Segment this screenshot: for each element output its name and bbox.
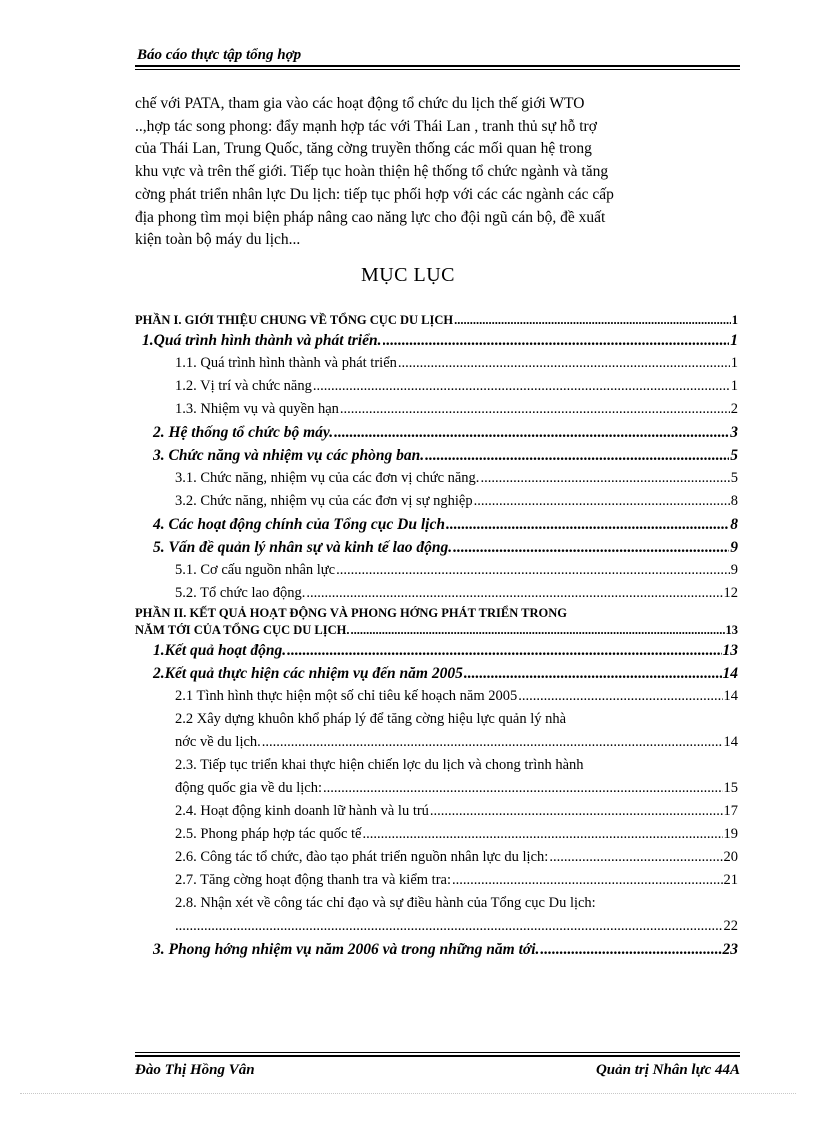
- header-rule-thick: [135, 65, 740, 67]
- intro-line: của Thái Lan, Trung Quốc, tăng cờng truyền thống các mối quan hệ trong: [135, 140, 592, 158]
- intro-line: kiện toàn bộ máy du lịch...: [135, 231, 301, 249]
- toc-entry-page: 21: [723, 872, 738, 888]
- toc-entry-text: 3.1. Chức năng, nhiệm vụ của các đơn vị chức năng.: [175, 470, 480, 486]
- toc-entry-text: 5. Vấn đề quản lý nhân sự và kinh tế lao động.: [153, 539, 453, 556]
- toc-entry-text: 2.1 Tình hình thực hiện một số chỉ tiêu kế hoạch năm 2005: [175, 688, 518, 704]
- toc-entry-page: 1: [730, 378, 738, 394]
- toc-entry-text: 2.7. Tăng cờng hoạt động thanh tra và kiểm tra:: [175, 872, 451, 888]
- toc-entry-text: 1.Kết quả hoạt động.: [153, 642, 287, 659]
- toc-entry-text: 2.2 Xây dựng khuôn khổ pháp lý để tăng cờng hiệu lực quản lý nhà: [175, 711, 567, 727]
- footer-rule-thick: [135, 1055, 740, 1057]
- toc-entry-text: 1.1. Quá trình hình thành và phát triển: [175, 355, 397, 371]
- toc-entry[interactable]: [135, 846, 738, 869]
- toc-entry[interactable]: [135, 559, 738, 582]
- toc-entry[interactable]: [135, 800, 738, 823]
- toc-entry-text: 1.2. Vị trí và chức năng: [175, 378, 312, 394]
- toc-entry-text: 5.1. Cơ cấu nguồn nhân lực: [175, 562, 336, 578]
- toc-entry[interactable]: [135, 312, 738, 329]
- toc-title: MỤC LỤC: [360, 264, 456, 286]
- toc-entry-text: 2.4. Hoạt động kinh doanh lữ hành và lu trú: [175, 803, 429, 819]
- toc-entry[interactable]: [135, 329, 738, 352]
- toc-entry[interactable]: [135, 938, 738, 961]
- toc-entry[interactable]: [135, 398, 738, 421]
- toc-entry-text: 1.3. Nhiệm vụ và quyền hạn: [175, 401, 339, 417]
- toc-entry-page: 14: [723, 734, 738, 750]
- toc-entry-text: 4. Các hoạt động chính của Tổng cục Du lịch: [153, 516, 445, 533]
- toc-entry-text: 2.3. Tiếp tục triển khai thực hiện chiến lợc du lịch và chong trình hành: [175, 757, 584, 773]
- toc-entry[interactable]: [135, 582, 738, 605]
- header-title: Báo cáo thực tập tổng hợp: [137, 47, 302, 63]
- intro-paragraph: [135, 93, 738, 252]
- toc-entry-page: 5: [730, 447, 738, 464]
- toc-entry-text: 5.2. Tổ chức lao động.: [175, 585, 306, 601]
- toc-entry[interactable]: [135, 352, 738, 375]
- toc-entry[interactable]: [135, 467, 738, 490]
- toc-entry[interactable]: [135, 639, 738, 662]
- toc-entry-page: 13: [725, 623, 738, 637]
- toc-entry[interactable]: [135, 708, 738, 754]
- toc-entry-page: 8: [730, 516, 738, 533]
- toc-entry-page: 19: [723, 826, 738, 842]
- toc-entry-page: 13: [722, 642, 738, 659]
- page-header: [135, 46, 740, 70]
- toc-entry-text: 1.Quá trình hình thành và phát triển.: [142, 332, 382, 349]
- toc-entry-page: 2: [730, 401, 738, 417]
- toc-entry[interactable]: [135, 869, 738, 892]
- toc-entry[interactable]: [135, 662, 738, 685]
- intro-line: ..,hợp tác song phong: đẩy mạnh hợp tác với Thái Lan , tranh thủ sự hỗ trợ: [135, 117, 597, 135]
- toc-entry-page: 1: [730, 355, 738, 371]
- footer-rule-thin: [135, 1052, 740, 1053]
- toc-entry[interactable]: [135, 536, 738, 559]
- toc-entry-page: 1: [731, 313, 738, 327]
- header-rule-thin: [135, 69, 740, 70]
- toc-entry-page: 22: [723, 918, 738, 934]
- toc-entry-page: 14: [722, 665, 738, 682]
- table-of-contents: [135, 312, 738, 961]
- intro-line: chế với PATA, tham gia vào các hoạt động tổ chức du lịch thế giới WTO: [135, 95, 585, 112]
- toc-entry-page: 15: [723, 780, 738, 796]
- intro-line: khu vực và trên thế giới. Tiếp tục hoàn thiện hệ thống tổ chức ngành và tăng: [135, 163, 609, 181]
- toc-entry-page: 1: [730, 332, 738, 349]
- intro-line: cờng phát triển nhân lực Du lịch: tiếp tục phối hợp với các các ngành các cấp: [135, 185, 614, 203]
- toc-entry[interactable]: [135, 375, 738, 398]
- footer-author: Đào Thị Hồng Vân: [135, 1062, 255, 1078]
- toc-entry-page: 12: [723, 585, 738, 601]
- page-footer: [135, 1052, 740, 1079]
- toc-entry-page: 23: [722, 941, 738, 958]
- toc-entry[interactable]: [135, 444, 738, 467]
- toc-entry-text: 3.2. Chức năng, nhiệm vụ của các đơn vị sự nghiệp: [175, 493, 473, 509]
- toc-entry-text: 2.Kết quả thực hiện các nhiệm vụ đến năm 2005: [153, 665, 463, 682]
- toc-entry-page: 9: [730, 562, 738, 578]
- toc-entry-text: 2.8. Nhận xét về công tác chỉ đạo và sự điều hành của Tổng cục Du lịch:: [175, 895, 596, 911]
- toc-entry[interactable]: [135, 754, 738, 800]
- page-edge-divider: [20, 1093, 796, 1094]
- toc-entry-page: 20: [723, 849, 738, 865]
- toc-entry-text-cont: NĂM TỚI CỦA TỔNG CỤC DU LỊCH.: [135, 623, 350, 637]
- toc-entry-page: 9: [730, 539, 738, 556]
- toc-entry[interactable]: [135, 823, 738, 846]
- toc-entry[interactable]: [135, 421, 738, 444]
- toc-entry-text: 3. Phong hớng nhiệm vụ năm 2006 và trong những năm tới.: [153, 941, 540, 958]
- toc-entry[interactable]: [135, 490, 738, 513]
- toc-entry-text: 2.6. Công tác tổ chức, đào tạo phát triển nguồn nhân lực du lịch:: [175, 849, 549, 865]
- toc-entry-page: 8: [730, 493, 738, 509]
- footer-class: Quản trị Nhân lực 44A: [595, 1062, 740, 1078]
- toc-entry-text-cont: nớc về du lịch.: [175, 734, 261, 750]
- toc-entry-page: 17: [723, 803, 738, 819]
- toc-entry-page: 3: [730, 424, 738, 441]
- toc-entry-text: 3. Chức năng và nhiệm vụ các phòng ban.: [153, 447, 425, 464]
- toc-entry-text: PHẦN I. GIỚI THIỆU CHUNG VỀ TỔNG CỤC DU LỊCH: [135, 313, 454, 327]
- toc-entry[interactable]: [135, 605, 738, 639]
- toc-entry-text: PHẦN II. KẾT QUẢ HOẠT ĐỘNG VÀ PHONG HỚNG PHÁT TRIỂN TRONG: [135, 606, 568, 620]
- toc-entry[interactable]: [135, 685, 738, 708]
- toc-entry-text: 2.5. Phong pháp hợp tác quốc tế: [175, 826, 362, 842]
- toc-entry[interactable]: [135, 513, 738, 536]
- toc-entry[interactable]: [135, 892, 738, 938]
- toc-entry-page: 14: [723, 688, 738, 704]
- toc-entry-text: 2. Hệ thống tổ chức bộ máy.: [153, 424, 334, 441]
- intro-line: địa phong tìm mọi biện pháp nâng cao năng lực cho đội ngũ cán bộ, đề xuất: [135, 208, 606, 226]
- toc-entry-text-cont: động quốc gia về du lịch:: [175, 780, 322, 796]
- toc-entry-page: 5: [730, 470, 738, 486]
